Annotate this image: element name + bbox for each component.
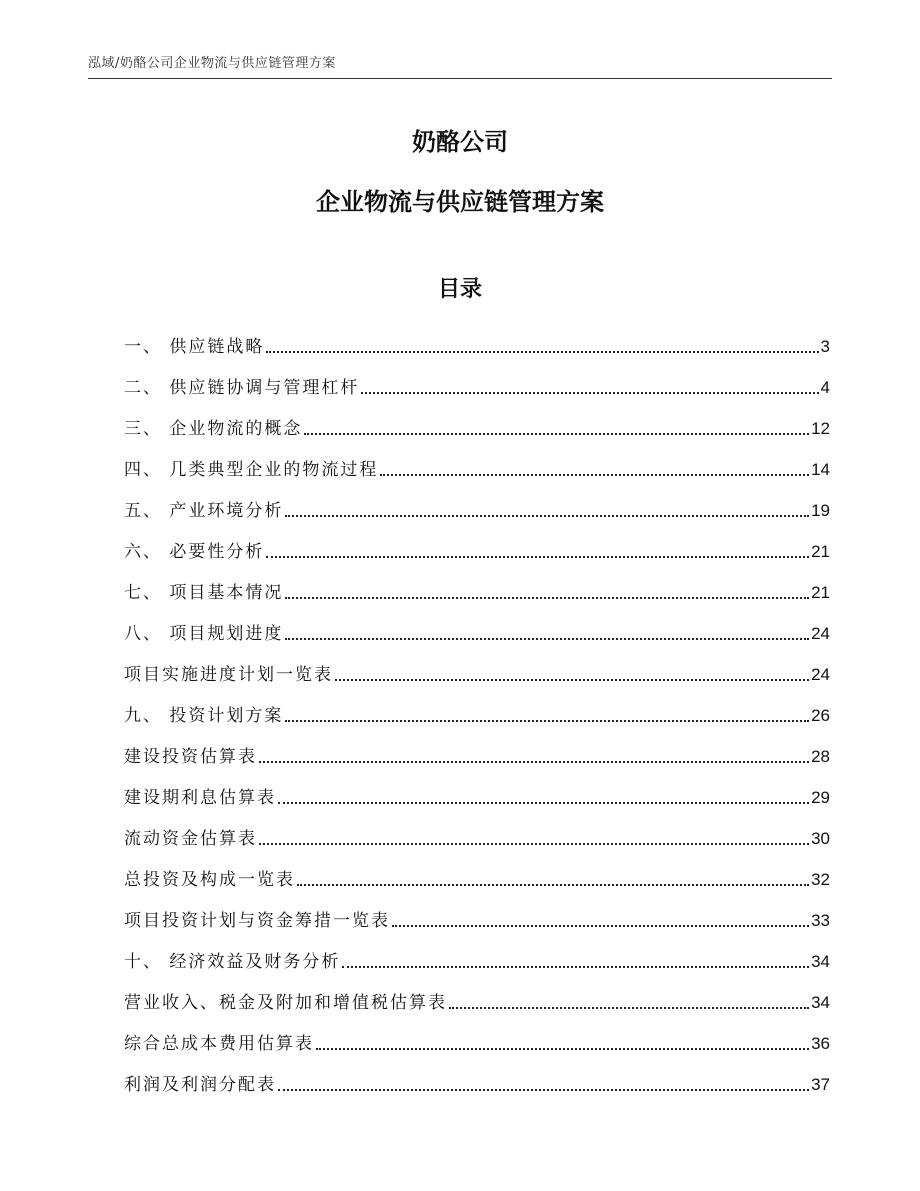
toc-leader-dots (285, 515, 809, 517)
toc-entry-label: 项目实施进度计划一览表 (124, 665, 333, 685)
toc-entry-label: 三、 企业物流的概念 (124, 419, 303, 439)
toc-entry-label: 八、 项目规划进度 (124, 624, 284, 644)
toc-entry[interactable] (124, 406, 830, 447)
header-divider (88, 78, 832, 79)
toc-entry[interactable] (124, 939, 830, 980)
toc-entry-page: 12 (811, 419, 830, 438)
toc-entry[interactable] (124, 816, 830, 857)
toc-entry-label: 五、 产业环境分析 (124, 501, 284, 521)
toc-leader-dots (392, 925, 809, 927)
toc-entry-label: 一、 供应链战略 (124, 337, 265, 357)
toc-entry-label: 综合总成本费用估算表 (124, 1034, 314, 1054)
toc-entry-page: 3 (820, 337, 830, 356)
toc-entry[interactable] (124, 1062, 830, 1103)
toc-leader-dots (278, 802, 809, 804)
toc-entry-page: 21 (811, 542, 830, 561)
toc-entry-label: 营业收入、税金及附加和增值税估算表 (124, 993, 447, 1013)
toc-entry[interactable] (124, 611, 830, 652)
toc-entry[interactable] (124, 365, 830, 406)
toc-leader-dots (266, 351, 818, 353)
toc-entry[interactable] (124, 857, 830, 898)
toc-entry-label: 九、 投资计划方案 (124, 706, 284, 726)
toc-entry[interactable] (124, 775, 830, 816)
toc-heading: 目录 (437, 277, 482, 302)
toc-leader-dots (380, 474, 809, 476)
toc-entry[interactable] (124, 980, 830, 1021)
toc-entry[interactable] (124, 529, 830, 570)
toc-leader-dots (259, 843, 809, 845)
table-of-contents (124, 324, 830, 1103)
toc-entry-page: 34 (811, 993, 830, 1012)
toc-entry-page: 24 (811, 665, 830, 684)
toc-leader-dots (335, 679, 809, 681)
toc-entry[interactable] (124, 1021, 830, 1062)
toc-entry[interactable] (124, 447, 830, 488)
toc-leader-dots (297, 884, 809, 886)
toc-entry-page: 33 (811, 911, 830, 930)
toc-leader-dots (342, 966, 809, 968)
toc-entry-label: 四、 几类典型企业的物流过程 (124, 460, 379, 480)
toc-entry[interactable] (124, 898, 830, 939)
toc-leader-dots (285, 720, 809, 722)
toc-leader-dots (316, 1048, 809, 1050)
toc-entry-page: 4 (820, 378, 830, 397)
toc-leader-dots (304, 433, 809, 435)
toc-entry-label: 二、 供应链协调与管理杠杆 (124, 378, 360, 398)
toc-entry-page: 32 (811, 870, 830, 889)
document-title: 奶酪公司 (412, 128, 508, 156)
toc-leader-dots (278, 1089, 809, 1091)
toc-leader-dots (285, 597, 809, 599)
toc-entry-page: 19 (811, 501, 830, 520)
toc-entry-page: 14 (811, 460, 830, 479)
toc-entry-page: 28 (811, 747, 830, 766)
toc-entry-label: 流动资金估算表 (124, 829, 257, 849)
toc-leader-dots (361, 392, 818, 394)
document-subtitle: 企业物流与供应链管理方案 (316, 188, 604, 216)
toc-entry-page: 37 (811, 1075, 830, 1094)
toc-entry-label: 利润及利润分配表 (124, 1075, 276, 1095)
toc-entry-page: 21 (811, 583, 830, 602)
toc-leader-dots (449, 1007, 809, 1009)
toc-entry[interactable] (124, 693, 830, 734)
toc-entry[interactable] (124, 652, 830, 693)
toc-entry-page: 36 (811, 1034, 830, 1053)
toc-entry-label: 项目投资计划与资金筹措一览表 (124, 911, 390, 931)
toc-entry[interactable] (124, 488, 830, 529)
toc-entry-label: 建设投资估算表 (124, 747, 257, 767)
toc-entry-page: 26 (811, 706, 830, 725)
toc-entry[interactable] (124, 324, 830, 365)
toc-leader-dots (266, 556, 809, 558)
toc-entry-label: 建设期利息估算表 (124, 788, 276, 808)
running-header: 泓域/奶酪公司企业物流与供应链管理方案 (88, 56, 336, 71)
toc-entry-page: 34 (811, 952, 830, 971)
toc-leader-dots (285, 638, 809, 640)
toc-entry-page: 29 (811, 788, 830, 807)
toc-entry-label: 总投资及构成一览表 (124, 870, 295, 890)
toc-entry[interactable] (124, 570, 830, 611)
toc-entry[interactable] (124, 734, 830, 775)
toc-leader-dots (259, 761, 809, 763)
toc-entry-label: 六、 必要性分析 (124, 542, 265, 562)
toc-entry-label: 十、 经济效益及财务分析 (124, 952, 341, 972)
toc-entry-label: 七、 项目基本情况 (124, 583, 284, 603)
toc-entry-page: 30 (811, 829, 830, 848)
toc-entry-page: 24 (811, 624, 830, 643)
